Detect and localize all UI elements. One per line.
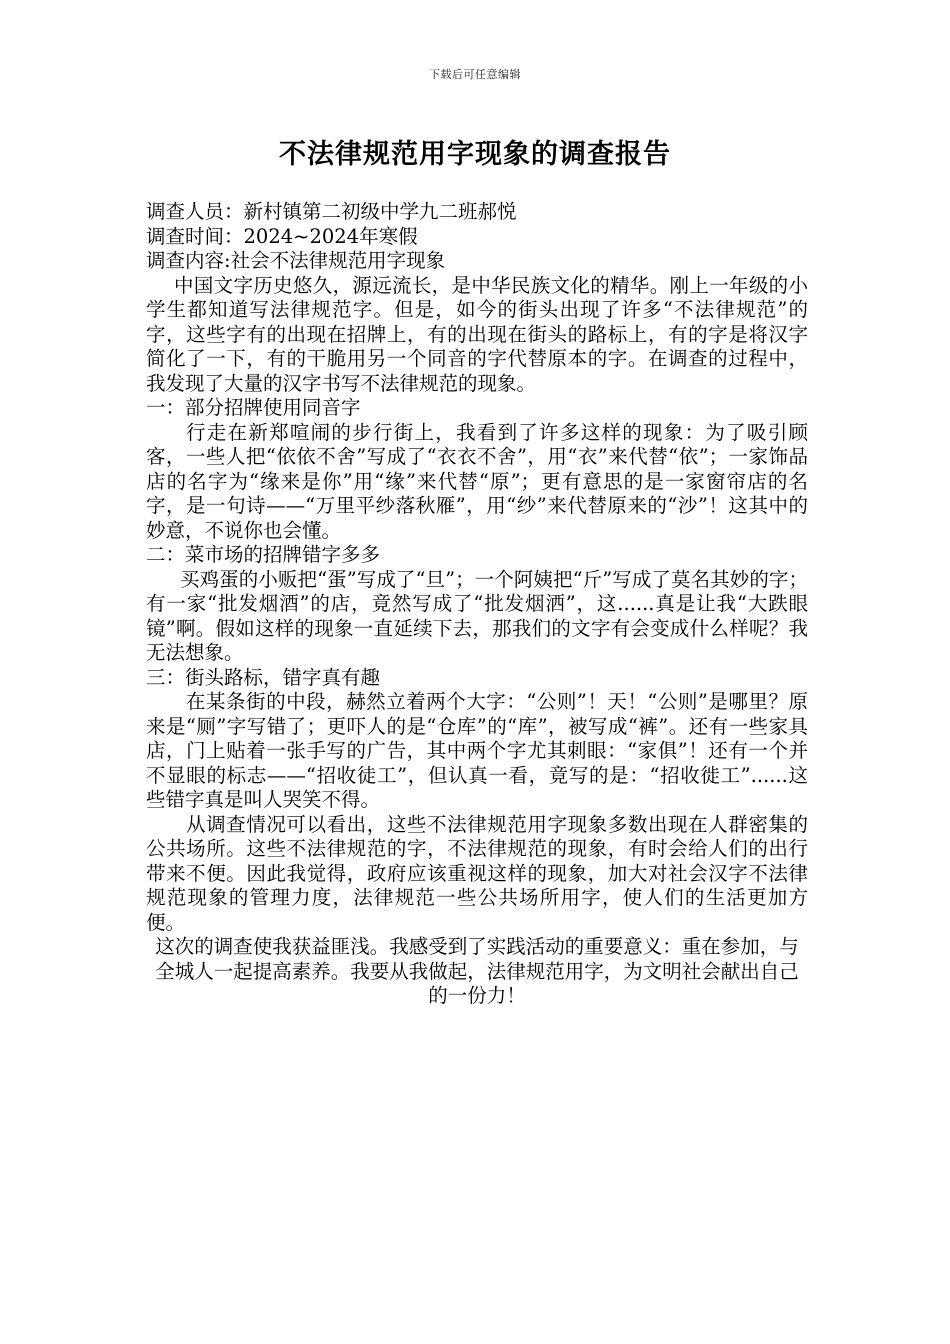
section-heading-2: 二：菜市场的招牌错字多多 [146,543,381,566]
report-body [146,200,808,1009]
meta-investigator: 调查人员：新村镇第二初级中学九二班郝悦 [146,200,517,223]
closing-paragraph: 这次的调查使我获益匪浅。我感受到了实践活动的重要意义：重在参加，与全城人一起提高素养。我要从我做起，法律规范用字，为文明社会献出自己的一份力！ [155,935,799,1007]
conclusion-paragraph: 从调查情况可以看出，这些不法律规范用字现象多数出现在人群密集的公共场所。这些不法律规范的字，不法律规范的现象，有时会给人们的出行带来不便。因此我觉得，政府应该重视这样的现象，加大对社会汉字不法律规范现象的管理力度，法律规范一些公共场所用字，使人们的生活更加方便。 [146,812,808,934]
section-text-1: 行走在新郑喧闹的步行街上，我看到了许多这样的现象：为了吸引顾客，一些人把“依依不舍”写成了“衣衣不舍”，用“衣”来代替“依”；一家饰品店的名字为“缘来是你”用“缘”来代替“原”；更有意思的是一家窗帘店的名字，是一句诗——“万里平纱落秋雁”，用“纱”来代替原来的“沙”！这其中的妙意，不说你也会懂。 [146,420,808,542]
meta-content: 调查内容:社会不法律规范用字现象 [146,249,446,272]
page-title: 不法律规范用字现象的调查报告 [279,139,671,170]
header-note: 下载后可任意编辑 [429,68,521,81]
intro-paragraph: 中国文字历史悠久，源远流长，是中华民族文化的精华。刚上一年级的小学生都知道写法律规范字。但是，如今的街头出现了许多“不法律规范”的字，这些字有的出现在招牌上，有的出现在街头的路标上，有的字是将汉字简化了一下，有的干脆用另一个同音的字代替原本的字。在调查的过程中，我发现了大量的汉字书写不法律规范的现象。 [146,273,808,395]
section-text-3: 在某条街的中段，赫然立着两个大字：“公则”！天！“公则”是哪里？原来是“厕”字写错了；更吓人的是“仓库”的“库”，被写成“裤”。还有一些家具店，门上贴着一张手写的广告，其中两个字尤其刺眼：“家俱”！还有一个并不显眼的标志——“招收徒工”，但认真一看，竟写的是：“招收徙工”......这些错字真是叫人哭笑不得。 [146,690,808,811]
meta-time: 调查时间：2024~2024年寒假 [146,224,418,248]
section-text-2: 买鸡蛋的小贩把“蛋”写成了“旦”；一个阿姨把“斤”写成了莫名其妙的字；有一家“批发烟酒”的店，竟然写成了“批发烟洒”，这......真是让我“大跌眼镜”啊。假如这样的现象一直延续下去，那我们的文字有会变成什么样呢？我无法想象。 [146,567,808,664]
section-heading-1: 一：部分招牌使用同音字 [146,396,361,419]
section-heading-3: 三：街头路标，错字真有趣 [146,665,381,689]
